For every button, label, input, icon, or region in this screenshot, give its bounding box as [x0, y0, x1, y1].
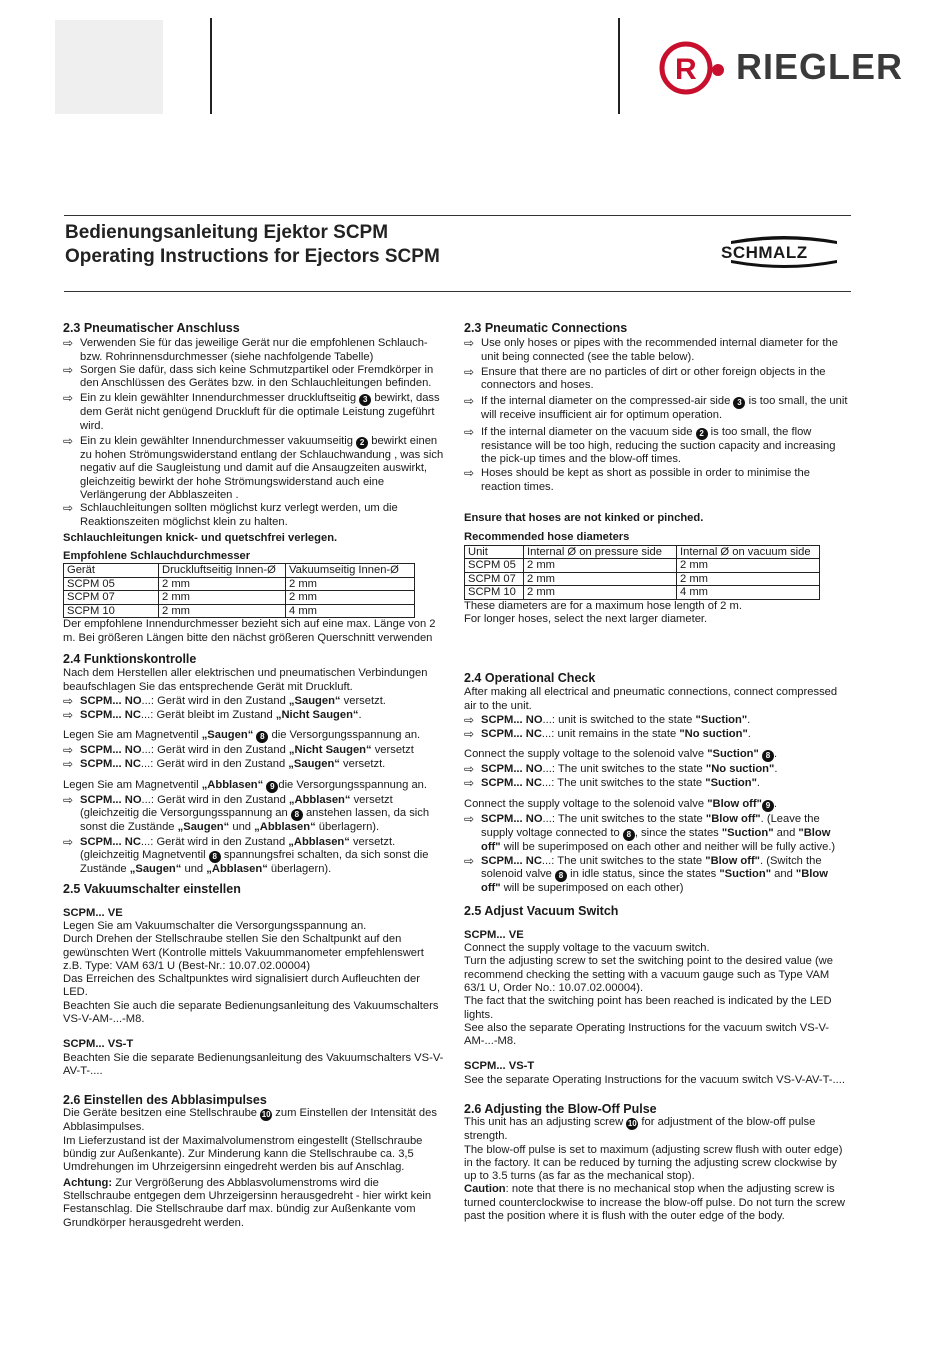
section-heading: 2.6 Adjusting the Blow-Off Pulse [464, 1101, 657, 1116]
arrow-icon: ⇨ [464, 364, 475, 379]
note-text: Ensure that hoses are not kinked or pinched. [464, 511, 704, 524]
list-item: ⇨ SCPM... NC...: The unit switches to the state "Blow off". (Switch the solenoid valve 8 in idle status, since the states "Suction" and "Blow off" will be superimposed on each other) [464, 853, 828, 895]
divider-line [210, 18, 212, 114]
table-title: Recommended hose diameters [464, 531, 630, 544]
arrow-icon: ⇨ [63, 708, 74, 723]
table-row: SCPM 07 2 mm 2 mm [465, 572, 820, 586]
brand-name: RIEGLER [736, 46, 904, 87]
arrow-icon: ⇨ [63, 391, 74, 406]
section-heading: 2.4 Funktionskontrolle [63, 652, 197, 667]
placeholder-box [55, 20, 163, 114]
callout-number: 10 [627, 1119, 637, 1129]
table-header-row: Unit Internal Ø on pressure side Internal Ø on vacuum side [465, 545, 820, 559]
arrow-icon: ⇨ [63, 501, 74, 516]
arrow-icon: ⇨ [63, 834, 74, 849]
callout-number: 9 [762, 800, 774, 812]
table-row: SCPM 07 2 mm 2 mm [64, 591, 415, 605]
list-item: ⇨ If the internal diameter on the compressed-air side 3 is too small, the unit will receive insufficient air for optimum operation. [464, 394, 848, 422]
arrow-icon: ⇨ [63, 756, 74, 771]
table-row: SCPM 05 2 mm 2 mm [465, 559, 820, 573]
callout-number: 2 [696, 428, 708, 440]
table-title: Empfohlene Schlauchdurchmesser [63, 550, 251, 563]
note-text: Schlauchleitungen knick- und quetschfrei verlegen. [63, 531, 338, 544]
arrow-icon: ⇨ [464, 466, 475, 481]
list-item: ⇨ If the internal diameter on the vacuum side 2 is too small, the flow resistance will be too high, reducing the suction capacity and increasing the pick-up times and the blow-off times. [464, 424, 836, 466]
list-item: ⇨ SCPM... NO...: unit is switched to the state "Suction". [464, 713, 751, 728]
right-column: 2.3 Pneumatic Connections ⇨ Use only hoses or pipes with the recommended internal diameter for the unit being connected (see the table below). ⇨ Ensure that there are no particles of dirt or other foreign objects in the connectors and hoses. ⇨ If the internal diameter on the compressed-air side 3 is too small, the unit will receive insufficient air for optimum operation. ⇨ If the internal diameter on the vacuum side 2 is too small, the flow resistance will be too high, reducing the suction capacity and increasing the pick-up times and the blow-off times. ⇨ Hoses should be kept as short as possible in order to minimise the reaction times. Ensure that hoses are not kinked or pinched. Recommended hose diameters Unit Internal Ø on pressure side Internal Ø on vacuum side SCPM 05 2 mm 2 mm SCPM 07 2 mm 2 mm SCPM 10 2 mm 4 mm These diameters are for a maximum hose length of 2 m. For longer hoses, select the next larger diameter. 2.4 Operational Check After making all electrical and pneumatic connections, connect compressed air to the unit. ⇨ SCPM... NO...: unit is switched to the state "Suction". ⇨ SCPM... NC...: unit remains in the state "No suction". Connect the supply voltage to the solenoid valve "Suction" 8 . ⇨ SCPM... NO...: The unit switches to the state "No suction". ⇨ SCPM... NC...: The unit switches to the state "Suction". Connect the supply voltage to the solenoid valve "Blow off" 9 . ⇨ SCPM... NO...: The unit switches to the state "Blow off". (Leave the supply voltage connected to 8 , since the states "Suction" and "Blow off" will be superimposed on each other and neither will be fully active.) ⇨ SCPM... NC...: The unit switches to the state "Blow off". (Switch the solenoid valve 8 in idle status, since the states "Suction" and "Blow off" will be superimposed on each other) 2.5 Adjust Vacuum Switch SCPM... VE Connect the supply voltage to the vacuum switch. Turn the adjusting screw to set the switching point to the desired value (we recommend checking the setting with a vacuum gauge such as Type VAM 63/1 U, Order No.: 10.07.02.00004). The fact that the switching point has been reached is indicated by the LED lights. See also the separate Operating Instructions for the vacuum switch VS-V-AM-...-M8. SCPM... VS-T See the separate Operating Instructions for the vacuum switch VS-V-AV-T-.... 2.6 Adjusting the Blow-Off Pulse This unit has an adjusting screw 10 for adjustment of the blow-off pulse strength. The blow-off pulse is set to maximum (adjusting screw flush with outer edge) in the factory. It can be reduced by turning the adjusting screw clockwise by up to 3.5 turns (as far as the mechanical stop). Caution: note that there is no mechanical stop when the adjusting screw is turned counterclockwise to increase the blow-off pulse. Do not turn the screw past the position where it is flush with the outer edge of the body. [464, 321, 848, 1223]
section-heading: 2.5 Adjust Vacuum Switch [464, 904, 619, 919]
arrow-icon: ⇨ [63, 693, 74, 708]
riegler-logo [658, 40, 928, 96]
table-row: SCPM 10 2 mm 4 mm [465, 586, 820, 600]
table-note: Der empfohlene Innendurchmesser bezieht sich auf eine max. Länge von 2 m. Bei größeren Längen bitte den nächst größeren Querschnitt verwenden [63, 618, 436, 644]
list-item: ⇨ Ensure that there are no particles of dirt or other foreign objects in the connectors and hoses. [464, 364, 826, 392]
list-item: ⇨ Schlauchleitungen sollten möglichst kurz verlegt werden, um die Reaktionszeiten möglichst klein zu halten. [63, 501, 398, 528]
callout-number: 8 [555, 870, 567, 882]
callout-number: 3 [359, 394, 371, 406]
title-en: Operating Instructions for Ejectors SCPM [65, 246, 440, 267]
table-row: SCPM 10 2 mm 4 mm [64, 604, 415, 618]
arrow-icon: ⇨ [63, 362, 74, 377]
divider-line [618, 18, 620, 114]
arrow-icon: ⇨ [464, 761, 475, 776]
header-rule [64, 215, 851, 216]
table-row: SCPM 05 2 mm 2 mm [64, 577, 415, 591]
arrow-icon: ⇨ [63, 336, 74, 351]
arrow-icon: ⇨ [63, 742, 74, 757]
list-item: ⇨ SCPM... NO...: Gerät wird in den Zustand „Nicht Saugen“ versetzt [63, 742, 414, 757]
arrow-icon: ⇨ [464, 394, 475, 409]
schmalz-logo [717, 232, 851, 272]
list-item: ⇨ Use only hoses or pipes with the recommended internal diameter for the unit being connected (see the table below). [464, 336, 838, 363]
list-item: ⇨ SCPM... NC...: The unit switches to the state "Suction". [464, 775, 761, 790]
section-heading: 2.3 Pneumatischer Anschluss [63, 321, 240, 335]
list-item: ⇨ Ein zu klein gewählter Innendurchmesser druckluftseitig 3 bewirkt, dass dem Gerät nicht genügend Druckluft für die optimale Leistung zugeführt wird. [63, 391, 440, 432]
callout-number: 2 [356, 437, 368, 449]
table-header-row: Gerät Druckluftseitig Innen-Ø Vakuumseitig Innen-Ø [64, 564, 415, 578]
list-item: ⇨ SCPM... NC...: unit remains in the state "No suction". [464, 727, 751, 742]
list-item: ⇨ Hoses should be kept as short as possible in order to minimise the reaction times. [464, 466, 810, 493]
schmalz-text: SCHMALZ [721, 243, 808, 262]
list-item: ⇨ SCPM... NC...: Gerät wird in den Zustand „Abblasen“ versetzt. (gleichzeitig Magnetventil 8 spannungsfrei schalten, da sich sonst die Zustände „Saugen“ und „Abblasen“ überlagern). [63, 834, 429, 876]
list-item: ⇨ Ein zu klein gewählter Innendurchmesser vakuumseitig 2 bewirkt einen zu hohen Strömungswiderstand entlang der Schlauchwandung , was sich negativ auf die Saugleistung und damit auf die Ansaugzeiten auswirkt, gleichzeitig bewirkt der hohe Strömungswiderstand auch eine Verlängerung der Abblaszeiten . [63, 434, 444, 501]
list-item: ⇨ Sorgen Sie dafür, dass sich keine Schmutzpartikel oder Fremdkörper in den Anschlüssen des Gerätes bzw. in den Schlauchleitungen befinden. [63, 362, 434, 390]
title-de: Bedienungsanleitung Ejektor SCPM [65, 222, 389, 243]
arrow-icon: ⇨ [63, 793, 74, 808]
list-item: ⇨ SCPM... NC...: Gerät wird in den Zustand „Saugen“ versetzt. [63, 756, 386, 771]
section-heading: 2.4 Operational Check [464, 671, 596, 686]
list-item: ⇨ SCPM... NO...: The unit switches to the state "Blow off". (Leave the supply voltage connected to 8 , since the states "Suction" and "Blow off" will be superimposed on each other and neither will be fully active.) [464, 812, 836, 853]
callout-number: 8 [291, 809, 303, 821]
callout-number: 8 [209, 851, 221, 863]
list-item: ⇨ Verwenden Sie für das jeweilige Gerät nur die empfohlenen Schlauch- bzw. Rohrinnensdurchmesser (siehe nachfolgende Tabelle) [63, 336, 428, 363]
callout-number: 10 [261, 1110, 271, 1120]
riegler-logo-icon [658, 40, 730, 96]
arrow-icon: ⇨ [464, 713, 475, 728]
list-item: ⇨ SCPM... NO...: Gerät wird in den Zustand „Abblasen“ versetzt (gleichzeitig die Versorgungsspannung an 8 anstehen lassen, da sich sonst die Zustände „Saugen“ und „Abblasen“ überlagern). [63, 793, 430, 834]
arrow-icon: ⇨ [464, 853, 475, 868]
arrow-icon: ⇨ [464, 336, 475, 351]
section-heading: 2.6 Einstellen des Abblasimpulses [63, 1093, 267, 1108]
callout-number: 8 [623, 829, 635, 841]
arrow-icon: ⇨ [63, 434, 74, 449]
arrow-icon: ⇨ [464, 775, 475, 790]
section-heading: 2.5 Vakuumschalter einstellen [63, 882, 241, 897]
diameter-table [63, 563, 415, 618]
list-item: ⇨ SCPM... NO...: The unit switches to the state "No suction". [464, 761, 778, 776]
svg-text:R: R [675, 53, 697, 86]
callout-number: 9 [266, 781, 278, 793]
list-item: ⇨ SCPM... NO...: Gerät wird in den Zustand „Saugen“ versetzt. [63, 693, 386, 708]
left-column: 2.3 Pneumatischer Anschluss ⇨ Verwenden Sie für das jeweilige Gerät nur die empfohlenen Schlauch- bzw. Rohrinnensdurchmesser (siehe nachfolgende Tabelle) ⇨ Sorgen Sie dafür, dass sich keine Schmutzpartikel oder Fremdkörper in den Anschlüssen des Gerätes bzw. in den Schlauchleitungen befinden. ⇨ Ein zu klein gewählter Innendurchmesser druckluftseitig 3 bewirkt, dass dem Gerät nicht genügend Druckluft für die optimale Leistung zugeführt wird. ⇨ Ein zu klein gewählter Innendurchmesser vakuumseitig 2 bewirkt einen zu hohen Strömungswiderstand entlang der Schlauchwandung , was sich negativ auf die Saugleistung und damit auf die Ansaugzeiten auswirkt, gleichzeitig bewirkt der hohe Strömungswiderstand auch eine Verlängerung der Abblaszeiten . ⇨ Schlauchleitungen sollten möglichst kurz verlegt werden, um die Reaktionszeiten möglichst klein zu halten. Schlauchleitungen knick- und quetschfrei verlegen. Empfohlene Schlauchdurchmesser Gerät Druckluftseitig Innen-Ø Vakuumseitig Innen-Ø SCPM 05 2 mm 2 mm SCPM 07 2 mm 2 mm SCPM 10 2 mm 4 mm Der empfohlene Innendurchmesser bezieht sich auf eine max. Länge von 2 m. Bei größeren Längen bitte den nächst größeren Querschnitt verwenden 2.4 Funktionskontrolle Nach dem Herstellen aller elektrischen und pneumatischen Verbindungen beaufschlagen Sie das entsprechende Gerät mit Druckluft. ⇨ SCPM... NO...: Gerät wird in den Zustand „Saugen“ versetzt. ⇨ SCPM... NC...: Gerät bleibt im Zustand „Nicht Saugen“. Legen Sie am Magnetventil „Saugen“ 8 die Versorgungsspannung an. ⇨ SCPM... NO...: Gerät wird in den Zustand „Nicht Saugen“ versetzt ⇨ SCPM... NC...: Gerät wird in den Zustand „Saugen“ versetzt. Legen Sie am Magnetventil „Abblasen“ 9 die Versorgungsspannung an. ⇨ SCPM... NO...: Gerät wird in den Zustand „Abblasen“ versetzt (gleichzeitig die Versorgungsspannung an 8 anstehen lassen, da sich sonst die Zustände „Saugen“ und „Abblasen“ überlagern). ⇨ SCPM... NC...: Gerät wird in den Zustand „Abblasen“ versetzt. (gleichzeitig Magnetventil 8 spannungsfrei schalten, da sich sonst die Zustände „Saugen“ und „Abblasen“ überlagern). 2.5 Vakuumschalter einstellen SCPM... VE Legen Sie am Vakuumschalter die Versorgungsspannung an. Durch Drehen der Stellschraube stellen Sie den Schaltpunkt auf den gewünschten Wert (Kontrolle mittels Vakuummanometer empfehlenswert z.B. Type: VAM 63/1 U (Best-Nr.: 10.07.02.00004) Das Erreichen des Schaltpunktes wird signalisiert durch Aufleuchten der LED. Beachten Sie auch die separate Bedienungsanleitung des Vakuumschalters VS-V-AM-...-M8. SCPM... VS-T Beachten Sie die separate Bedienungsanleitung des Vakuumschalters VS-V-AV-T-.... 2.6 Einstellen des Abblasimpulses Die Geräte besitzen eine Stellschraube 10 zum Einstellen der Intensität des Abblasimpulses. Im Lieferzustand ist der Maximalvolumenstrom eingestellt (Stellschraube bündig zur Außenkante). Zur Minderung kann die Stellschraube ca. 3,5 Umdrehungen im Uhrzeigersinn eingedreht werden bis auf Anschlag. Achtung: Zur Vergrößerung des Abblasvolumenstroms wird die Stellschraube entgegen dem Uhrzeigersinn herausgedreht - hier wirkt kein Festanschlag. Die Stellschraube darf max. bündig zur Außenkante vom Grundkörper herausgedreht werden. [63, 321, 444, 1229]
header-rule-bottom [64, 291, 851, 292]
callout-number: 8 [762, 750, 774, 762]
diameter-table [464, 545, 820, 600]
arrow-icon: ⇨ [464, 424, 475, 439]
arrow-icon: ⇨ [464, 727, 475, 742]
callout-number: 8 [256, 731, 268, 743]
callout-number: 3 [733, 397, 745, 409]
section-heading: 2.3 Pneumatic Connections [464, 321, 628, 335]
arrow-icon: ⇨ [464, 812, 475, 827]
list-item: ⇨ SCPM... NC...: Gerät bleibt im Zustand „Nicht Saugen“. [63, 708, 362, 723]
